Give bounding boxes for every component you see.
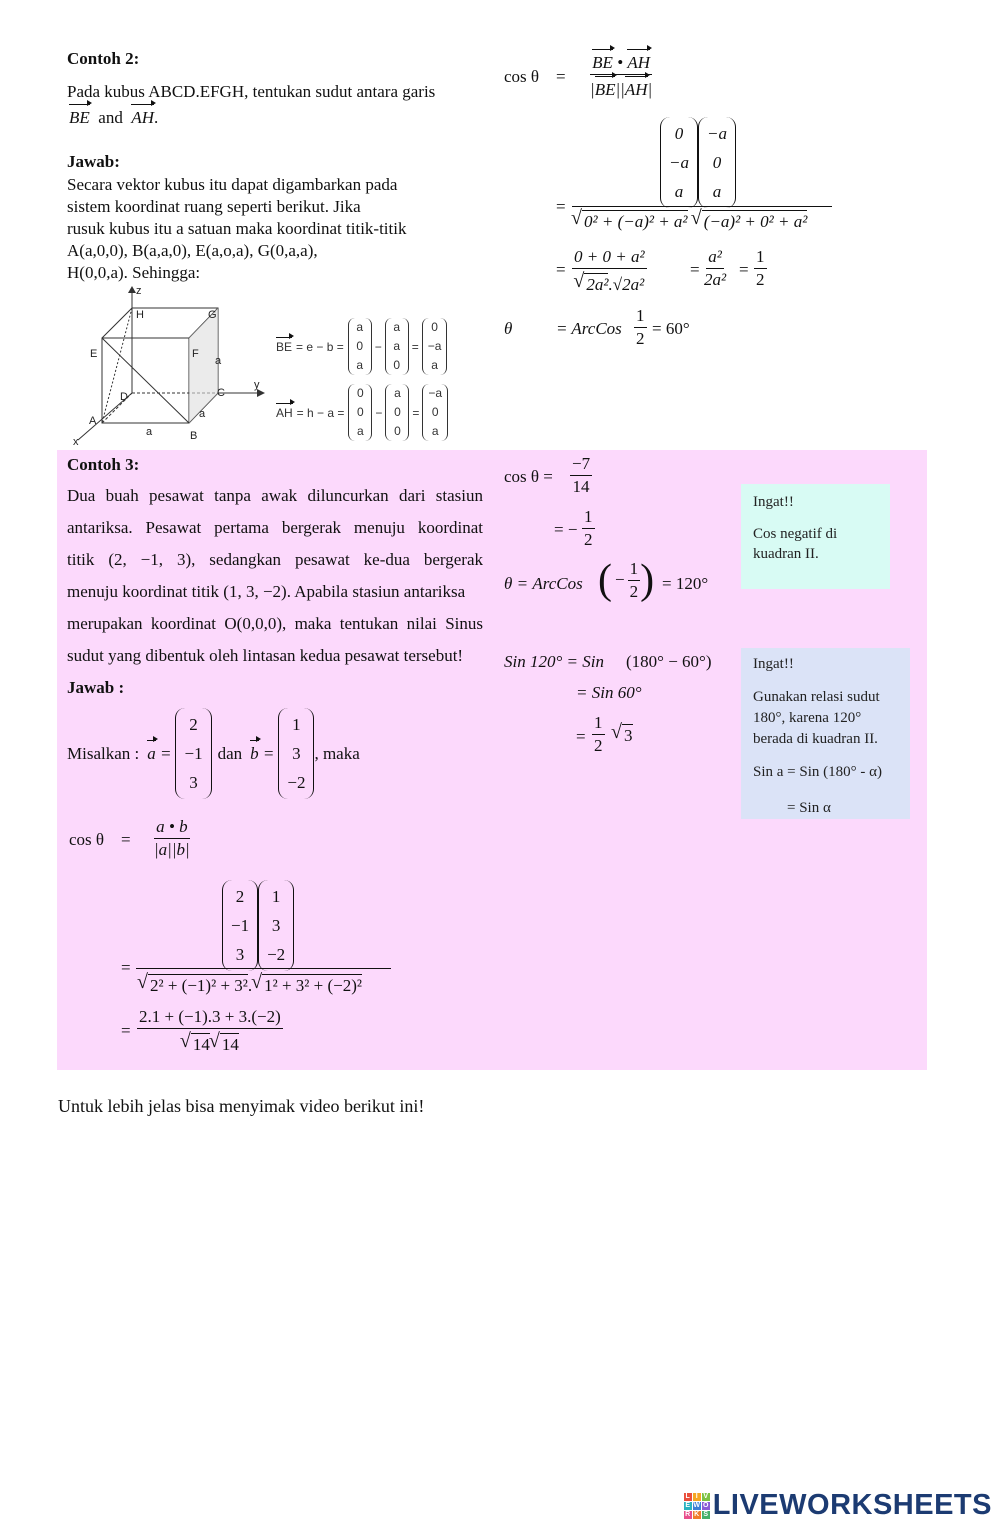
cell: a: [431, 358, 438, 372]
c3r-sin-1: Sin 120° = Sin: [504, 652, 604, 671]
cell: a: [393, 320, 401, 334]
c2-sqrt-denom: [572, 210, 807, 233]
note2-rel-2: = Sin α: [787, 800, 831, 816]
logo-grid-icon: [684, 1493, 710, 1519]
cell: 0: [356, 339, 364, 353]
contoh2-line-2: sistem koordinat ruang seperti berikut. Jika: [67, 197, 361, 216]
note2-line-1: Gunakan relasi sudut: [753, 689, 880, 705]
c2-matrix-2: [698, 117, 736, 208]
sqrt-14b: √ 14: [220, 1033, 239, 1056]
be-matrix-2: [385, 318, 409, 375]
c3r-half-den: 2: [629, 581, 639, 601]
cell: 2: [189, 715, 198, 734]
cell: a: [712, 182, 722, 201]
c2-half: [754, 246, 767, 291]
be-denom: BE: [594, 80, 616, 99]
contoh2-question: Pada kubus ABCD.EFGH, tentukan sudut antara garis: [67, 82, 436, 101]
ah-denom: AH: [624, 80, 648, 99]
logo-cell: O: [702, 1501, 709, 1509]
c3r-sin-3: =: [576, 727, 586, 746]
ah-matrix-1: [348, 384, 372, 441]
vertex-g: G: [208, 309, 217, 321]
contoh2-line-1: Secara vektor kubus itu dapat digambarkan pada: [67, 175, 398, 194]
cell: 0: [712, 153, 722, 172]
vector-be: BE: [69, 108, 90, 127]
cell: 0: [431, 405, 439, 419]
cell: 3: [235, 945, 245, 964]
contoh2-line-4: A(a,0,0), B(a,a,0), E(a,o,a), G(0,a,a),: [67, 241, 318, 260]
footer-text: Untuk lebih jelas bisa menyimak video berikut ini!: [58, 1096, 425, 1116]
cell: a: [393, 339, 401, 353]
c3r-sin-num: 1: [592, 712, 605, 735]
ah-matrix-2: [385, 384, 409, 441]
cell: −a: [669, 153, 689, 172]
cell: −2: [287, 773, 306, 792]
cell: 0: [357, 405, 364, 419]
contoh3-jawab: Jawab :: [67, 678, 125, 697]
note2-line-3: berada di kuadran II.: [753, 731, 878, 747]
dan-word: dan: [217, 743, 243, 763]
vector-ah: AH: [131, 108, 154, 127]
cell: 0: [674, 124, 684, 143]
cell: 3: [292, 744, 301, 763]
ah-lhs: AH: [276, 405, 293, 420]
axis-z-label: z: [136, 285, 142, 297]
c2-eq-2: =: [556, 197, 566, 216]
be-vector-equation: [276, 318, 447, 375]
c2-fraction-1: $\frac{BE • AH}{|BE||AH|}$: [590, 53, 653, 99]
c3-step3-num: 2.1 + (−1).3 + 3.(−2): [137, 1006, 283, 1029]
cell: 0: [393, 358, 401, 372]
note2-line-2: 180°, karena 120°: [753, 710, 862, 726]
sqrt-14a: √ 14: [191, 1033, 210, 1056]
half-num: 1: [634, 305, 647, 328]
c3r-sin-1b: (180° − 60°): [626, 652, 712, 671]
cell: 0: [431, 320, 438, 334]
be-lhs: BE: [276, 339, 293, 354]
cell: a: [431, 424, 439, 438]
ah-matrix-result: [422, 384, 448, 441]
vertex-e: E: [90, 348, 98, 360]
dot-sign: •: [617, 53, 624, 72]
c3r-minus: = −: [554, 520, 578, 539]
cell: 1: [292, 715, 301, 734]
cell: a: [356, 320, 364, 334]
cell: −2: [267, 945, 286, 964]
c2-eq-1: =: [556, 67, 566, 86]
vector-a-matrix: [175, 708, 211, 799]
cell: −a: [427, 339, 442, 353]
c2-frac-bar-2: [572, 206, 832, 207]
sqrt-1: √ 2² + (−1)² + 3²: [148, 974, 248, 997]
sqrt-2a-b: .√2a²: [608, 275, 645, 294]
cell: 3: [189, 773, 198, 792]
vertex-d: D: [120, 391, 128, 403]
cell: 1: [271, 887, 281, 906]
step3-num: 0 + 0 + a²: [572, 246, 647, 269]
cell: 0: [357, 386, 364, 400]
c3-cos-label: cos θ: [69, 830, 105, 849]
frac4-num: a²: [706, 246, 724, 269]
c3-matrix-1: [222, 880, 258, 971]
c3r-result: = 120°: [662, 574, 709, 593]
c3-sqrt-denom: √ 2² + (−1)² + 3².√ 1² + 3² + (−2)²: [138, 974, 362, 997]
minus-sign: −: [374, 339, 382, 354]
logo-text: LIVEWORKSHEETS: [712, 1489, 992, 1521]
c3-matrix-2: [258, 880, 294, 971]
c2-matrix-1: [660, 117, 698, 208]
note2-rel-1: Sin a = Sin (180° - α): [753, 764, 882, 780]
c3r-sin-frac: [592, 712, 605, 757]
contoh3-para-4: menuju koordinat titik (1, 3, −2). Apabila stasiun antariksa: [67, 582, 466, 601]
note1-line-2: kuadran II.: [753, 546, 819, 562]
contoh2-line-3: rusuk kubus itu a satuan maka koordinat titik-titik: [67, 219, 407, 238]
sqrt-1: √ 0² + (−a)² + a²: [582, 210, 688, 233]
contoh3-para-3: titik (2, −1, 3), sedangkan pesawat ke-dua bergerak: [67, 550, 483, 569]
c3r-den2: 2: [584, 530, 593, 549]
cube-diagram: [70, 285, 270, 447]
c3-fraction-1: [154, 816, 190, 861]
half-den: 2: [756, 270, 765, 289]
cell: a: [357, 424, 364, 438]
logo-cell: K: [694, 1510, 700, 1518]
c2-result: = 60°: [652, 319, 690, 338]
be-numer: BE: [592, 53, 613, 72]
cell: a: [674, 182, 684, 201]
logo-cell: L: [685, 1492, 690, 1500]
cell: 2: [235, 887, 245, 906]
cell: a: [356, 358, 364, 372]
vertex-h: H: [136, 309, 144, 321]
equal-sign: =: [412, 405, 420, 420]
c3-eq-3: =: [121, 1021, 131, 1040]
end-dot: .: [154, 108, 159, 127]
half-num: 1: [754, 246, 767, 269]
logo-cell: R: [685, 1510, 691, 1518]
vec-b-label: b =: [250, 743, 275, 763]
ah-numer: AH: [627, 53, 651, 72]
c2-matrices: [660, 117, 736, 208]
contoh3-para-2: antariksa. Pesawat pertama bergerak menuju koordinat: [67, 518, 483, 537]
logo-cell: I: [693, 1493, 701, 1501]
and-word: and: [98, 108, 123, 127]
c3-fraction-3: [137, 1006, 283, 1056]
c3r-den1: 14: [572, 477, 590, 496]
c2-eq-5: =: [739, 260, 749, 279]
c2-arccos-half: [634, 305, 647, 350]
cell: 3: [271, 916, 281, 935]
c3r-num1: −7: [570, 453, 592, 476]
c3-frac-den: |a||b|: [154, 840, 190, 859]
liveworksheets-logo: [684, 1489, 992, 1522]
vector-b-matrix: [278, 708, 314, 799]
c3r-frac-2: [582, 506, 595, 551]
contoh2-jawab: Jawab:: [67, 152, 120, 171]
be-rhs: = e − b =: [296, 339, 344, 354]
cell: 0: [394, 424, 401, 438]
axis-y-label: y: [254, 379, 260, 391]
edge-a-3: a: [199, 408, 206, 420]
sqrt-3: √ 3: [622, 724, 633, 747]
note-box-2: [741, 648, 910, 819]
cell: 0: [394, 405, 401, 419]
c3-frac-bar-2: [136, 968, 391, 969]
ah-vector-equation: [276, 384, 448, 441]
paren-left: (: [598, 557, 612, 603]
maka-word: , maka: [314, 743, 360, 763]
c3r-sin-2: = Sin 60°: [576, 683, 642, 702]
misalkan-label: Misalkan :: [67, 743, 140, 763]
c3r-paren: [598, 557, 654, 603]
contoh2-heading: Contoh 2:: [67, 49, 140, 68]
axis-x-label: x: [73, 436, 79, 447]
c3r-cos: cos θ =: [504, 467, 553, 486]
vertex-c: C: [217, 387, 225, 399]
c3r-sin-den: 2: [594, 736, 603, 755]
contoh2-line-5: H(0,0,a). Sehingga:: [67, 263, 201, 282]
logo-cell: S: [703, 1510, 709, 1518]
half-den: 2: [636, 329, 645, 348]
be-matrix-result: [422, 318, 448, 375]
c3-frac-num: a • b: [154, 816, 189, 839]
c3r-num2: 1: [582, 506, 595, 529]
cell: −1: [184, 744, 203, 763]
c3r-theta: θ = ArcCos: [504, 574, 583, 593]
sqrt-2: √ (−a)² + 0² + a²: [702, 210, 808, 233]
c3-eq-2: =: [121, 958, 131, 977]
note2-title: Ingat!!: [753, 656, 794, 672]
c3-matrices: [222, 880, 294, 971]
vec-a-label: a =: [147, 743, 172, 763]
logo-cell: V: [703, 1492, 709, 1500]
vertex-b: B: [190, 430, 198, 442]
cell: a: [394, 386, 401, 400]
contoh3-para-6: sudut yang dibentuk oleh lintasan kedua pesawat tersebut!: [67, 646, 464, 665]
vertex-a: A: [89, 415, 97, 427]
c3r-frac-1: [570, 453, 592, 498]
sqrt-2a: √ 2a²: [584, 273, 608, 296]
c2-fraction-4: [704, 246, 726, 291]
cell: −1: [231, 916, 250, 935]
be-matrix-1: [348, 318, 372, 375]
vertex-f: F: [192, 348, 199, 360]
sqrt-2: √ 1² + 3² + (−2)²: [262, 974, 362, 997]
note1-line-1: Cos negatif di: [753, 526, 838, 542]
minus-sign: −: [375, 405, 383, 420]
contoh3-heading: Contoh 3:: [67, 455, 140, 474]
contoh3-para-1: Dua buah pesawat tanpa awak diluncurkan dari stasiun: [67, 486, 483, 505]
c3r-half-num: 1: [628, 558, 641, 581]
c3r-sqrt3: [612, 724, 633, 747]
contoh3-para-5: merupakan koordinat O(0,0,0), maka tentukan nilai Sinus: [67, 614, 483, 633]
c3-eq-1: =: [121, 830, 131, 849]
logo-cell: E: [685, 1501, 691, 1509]
edge-a-2: a: [146, 426, 153, 438]
c2-eq-4: =: [690, 260, 700, 279]
frac4-den: 2a²: [704, 270, 727, 289]
logo-cell: W: [693, 1501, 700, 1509]
ah-rhs: = h − a =: [296, 405, 345, 420]
cell: −a: [428, 386, 443, 400]
edge-a-1: a: [215, 355, 222, 367]
c2-arccos: = ArcCos: [556, 319, 622, 338]
misalkan-line: [67, 708, 360, 799]
c2-theta: θ: [504, 319, 513, 338]
c2-cos-label: cos θ: [504, 67, 540, 86]
minus-sign: −: [615, 570, 625, 589]
c2-fraction-3: [572, 246, 647, 296]
contoh2-vectors: [69, 107, 158, 129]
paren-right: ): [640, 557, 655, 603]
equal-sign: =: [411, 339, 419, 354]
c2-eq-3: =: [556, 260, 566, 279]
note-box-1: [741, 484, 890, 589]
cell: −a: [706, 124, 727, 143]
note1-title: Ingat!!: [753, 494, 794, 510]
